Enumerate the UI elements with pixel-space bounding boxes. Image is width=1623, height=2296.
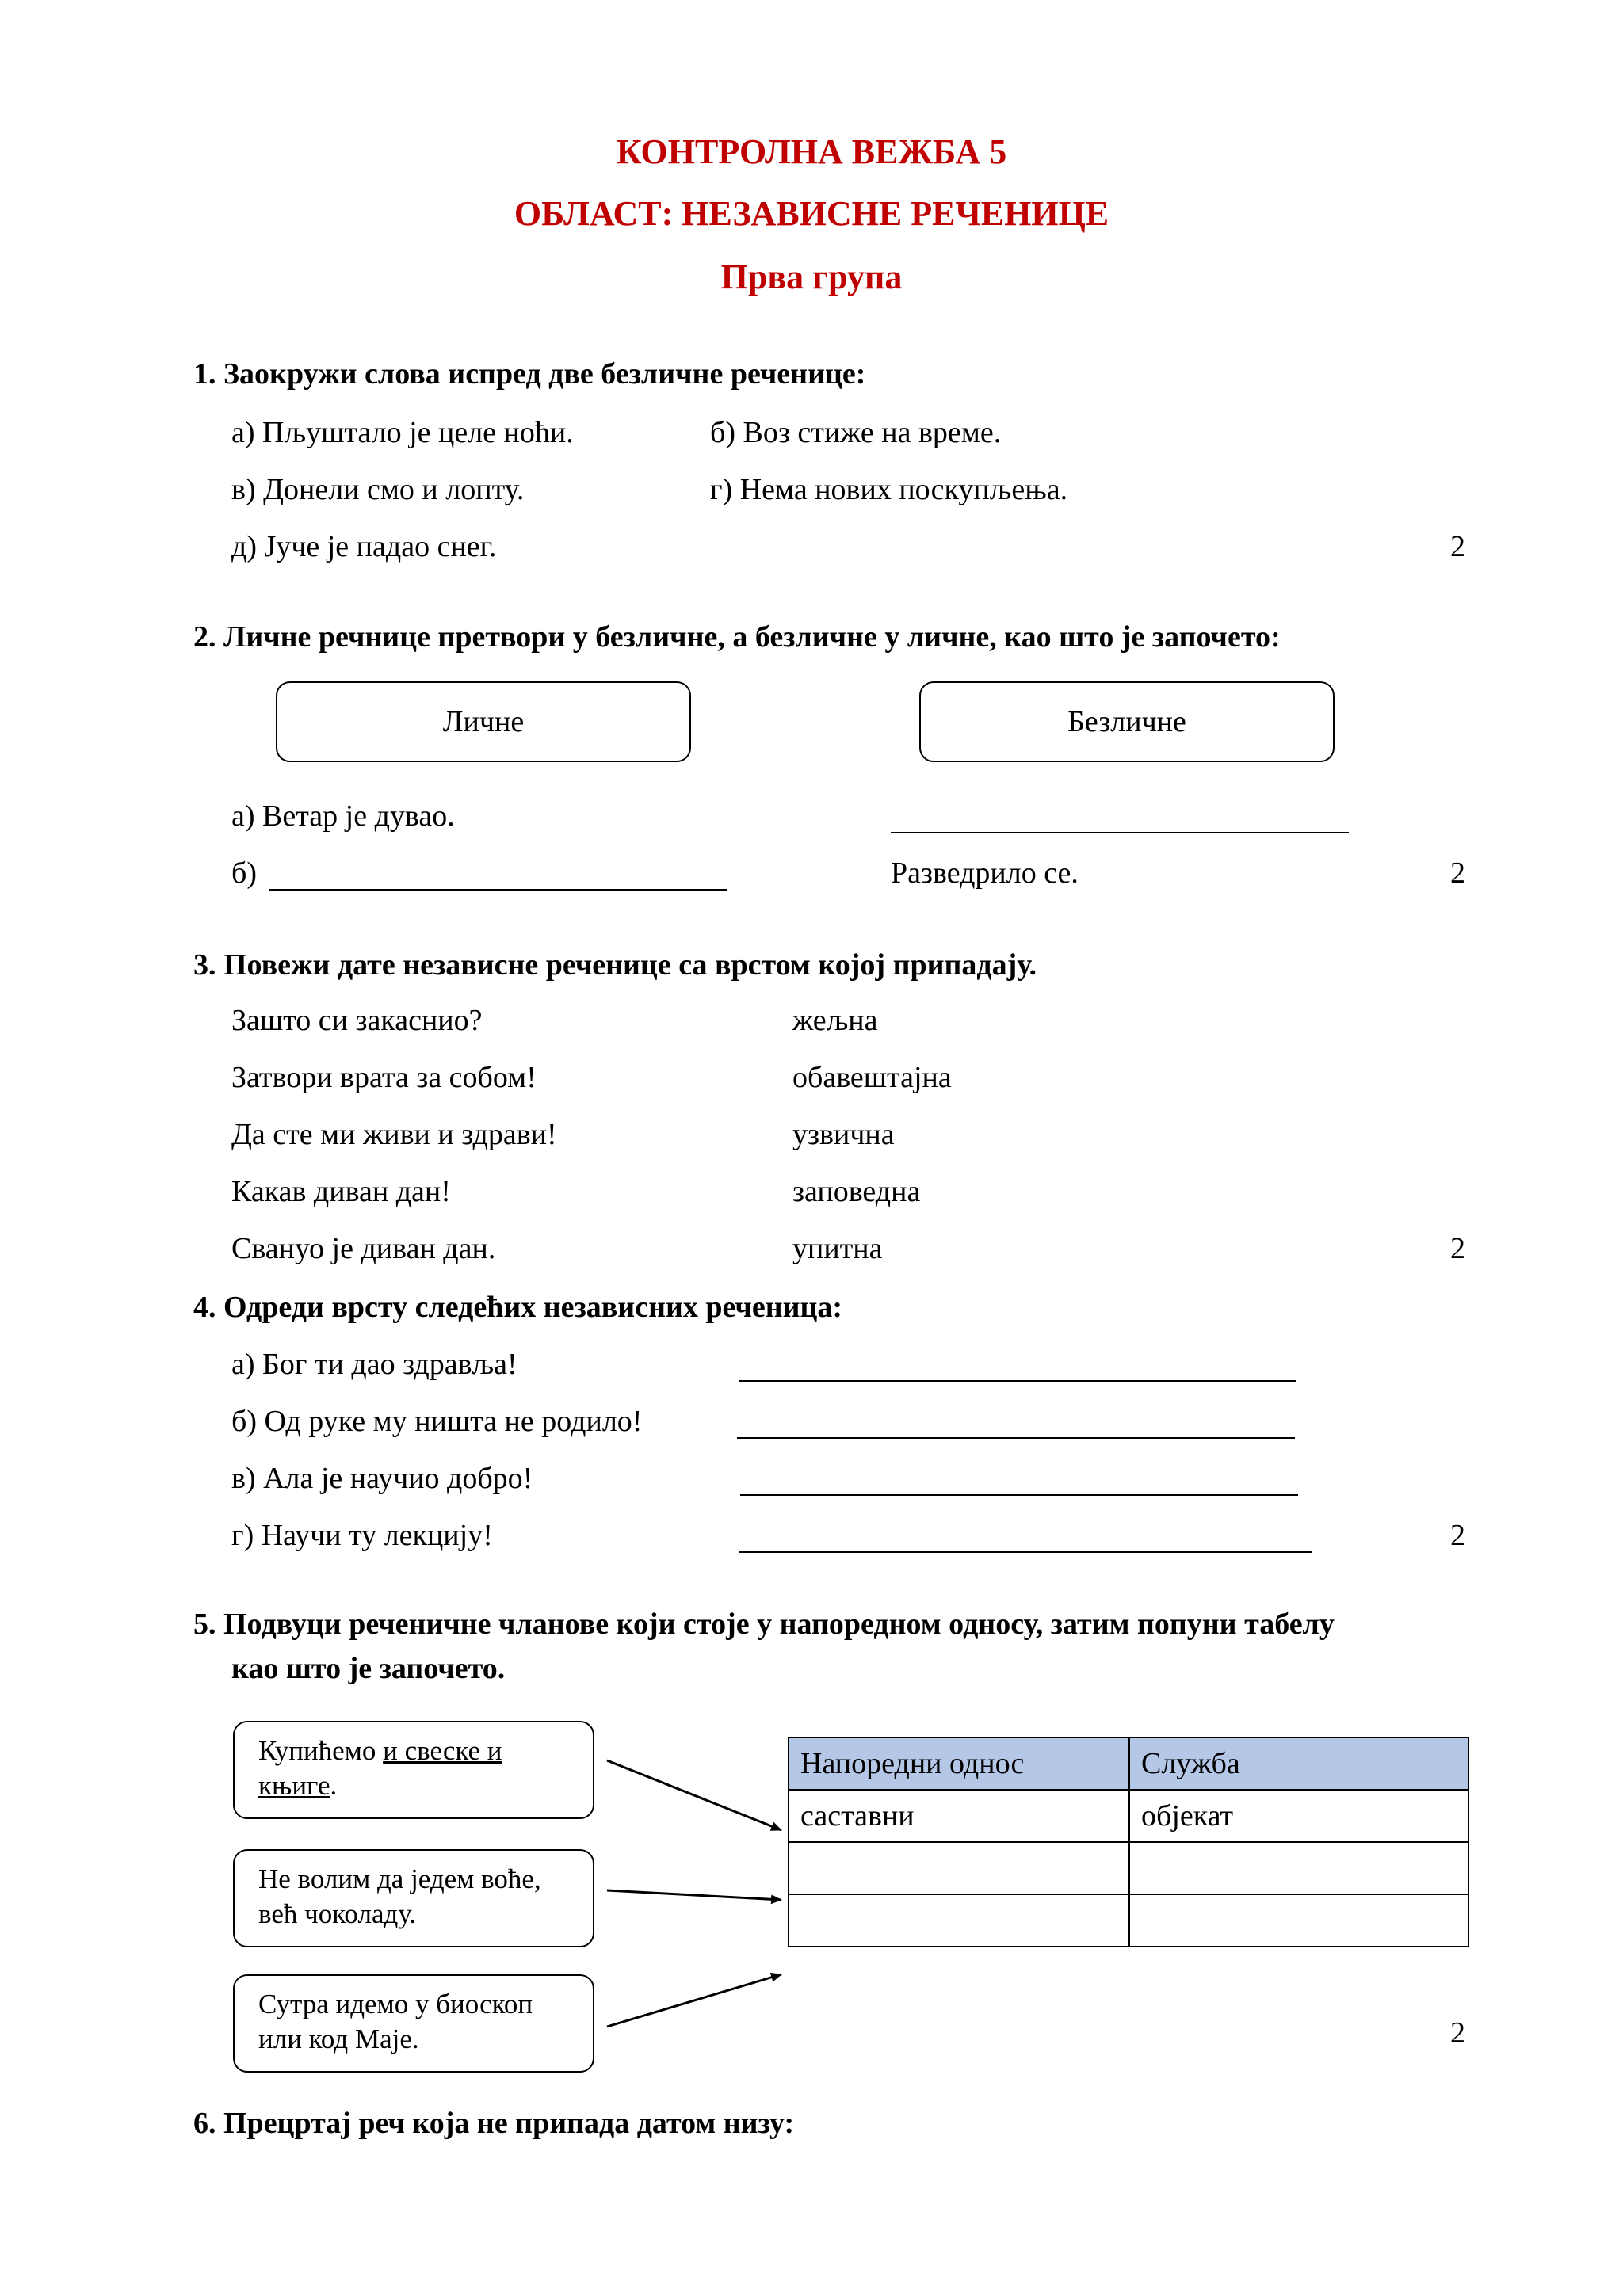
q2-header-personal-label: Личне [442,705,525,738]
q4-points: 2 [1450,1519,1465,1552]
q4-prompt: 4. Одреди врсту следећих независних реченица: [193,1291,843,1324]
q2-item-a: а) Ветар је дувао. [231,799,455,833]
q5-table-cell[interactable] [789,1842,1129,1894]
q5-box1-underlined: и свеске и [383,1735,502,1766]
q1-option-d[interactable]: д) Јуче је падао снег. [231,530,497,563]
q3-sentence[interactable]: Зашто си закаснио? [231,1004,483,1037]
worksheet-group: Прва група [720,257,903,296]
q5-prompt-line2: као што је започето. [231,1652,506,1685]
q6-prompt: 6. Прецртај реч која не припада датом низу: [193,2107,795,2140]
q5-table-header: Служба [1129,1737,1468,1790]
q5-table-cell[interactable] [789,1894,1129,1947]
q2-header-impersonal-label: Безличне [1067,705,1186,738]
q5-prompt-line1: 5. Подвуци реченичне чланове који стоје у напоредном односу, затим попуни табелу [193,1608,1335,1641]
q1-option-g[interactable]: г) Нема нових поскупљења. [710,473,1068,506]
q5-points: 2 [1450,2016,1465,2050]
q3-sentence[interactable]: Затвори врата за собом! [231,1061,537,1094]
q5-table-cell[interactable]: саставни [789,1790,1129,1842]
q4-item-b: б) Од руке му ништа не родило! [231,1405,643,1438]
q5-box1-period: . [330,1770,338,1801]
q5-arrow-1 [607,1760,781,1830]
table-row [789,1842,1468,1894]
q5-table-header-row [789,1737,1468,1790]
q3-type[interactable]: обавештајна [792,1061,952,1094]
q3-points: 2 [1450,1232,1465,1265]
q3-type[interactable]: упитна [792,1232,883,1265]
worksheet-area: ОБЛАСТ: НЕЗАВИСНЕ РЕЧЕНИЦЕ [514,194,1109,233]
q5-box2-line1: Не волим да једем воће, [258,1863,541,1894]
q2-item-b-sentence: Разведрило се. [891,856,1079,890]
q3-sentence[interactable]: Свануо је диван дан. [231,1232,496,1265]
table-row [789,1894,1468,1947]
q5-table-cell[interactable]: објекат [1129,1790,1468,1842]
q5-box2-line2: већ чоколаду. [258,1898,417,1929]
q1-option-a[interactable]: а) Пљуштало је целе ноћи. [231,416,574,449]
q5-table-cell[interactable] [1129,1894,1468,1947]
q3-sentence[interactable]: Какав диван дан! [231,1175,451,1208]
q2-item-b-label: б) [231,856,257,890]
q5-table [788,1737,1469,1947]
q1-points: 2 [1450,530,1465,563]
table-row [789,1790,1468,1842]
q5-box1-underlined-2: књиге [258,1770,330,1801]
q5-box3-line2: или код Маје. [258,2023,419,2054]
q3-prompt: 3. Повежи дате независне реченице са врстом којој припадају. [193,948,1037,982]
q4-item-v: в) Ала је научио добро! [231,1462,533,1495]
q4-item-g: г) Научи ту лекцију! [231,1519,493,1552]
q5-box3-line1: Сутра идемо у биоскоп [258,1989,533,2019]
q5-box1-text: Купићемо [258,1735,384,1766]
q1-option-v[interactable]: в) Донели смо и лопту. [231,473,525,506]
q1-prompt: 1. Заокружи слова испред две безличне реченице: [193,357,866,391]
q2-points: 2 [1450,856,1465,890]
q5-table-header: Напоредни однос [789,1737,1129,1790]
q2-prompt: 2. Личне речнице претвори у безличне, а безличне у личне, као што је започето: [193,620,1281,654]
q3-type[interactable]: заповедна [792,1175,921,1208]
q3-type[interactable]: узвична [792,1118,895,1151]
worksheet-title: КОНТРОЛНА ВЕЖБА 5 [616,132,1007,171]
q4-item-a: а) Бог ти дао здравља! [231,1348,517,1381]
q5-arrow-2 [607,1890,781,1900]
q5-table-cell[interactable] [1129,1842,1468,1894]
q5-arrow-3 [607,1974,781,2027]
q3-type[interactable]: жељна [792,1004,878,1037]
q3-sentence[interactable]: Да сте ми живи и здрави! [231,1118,557,1151]
q1-option-b[interactable]: б) Воз стиже на време. [710,416,1002,449]
